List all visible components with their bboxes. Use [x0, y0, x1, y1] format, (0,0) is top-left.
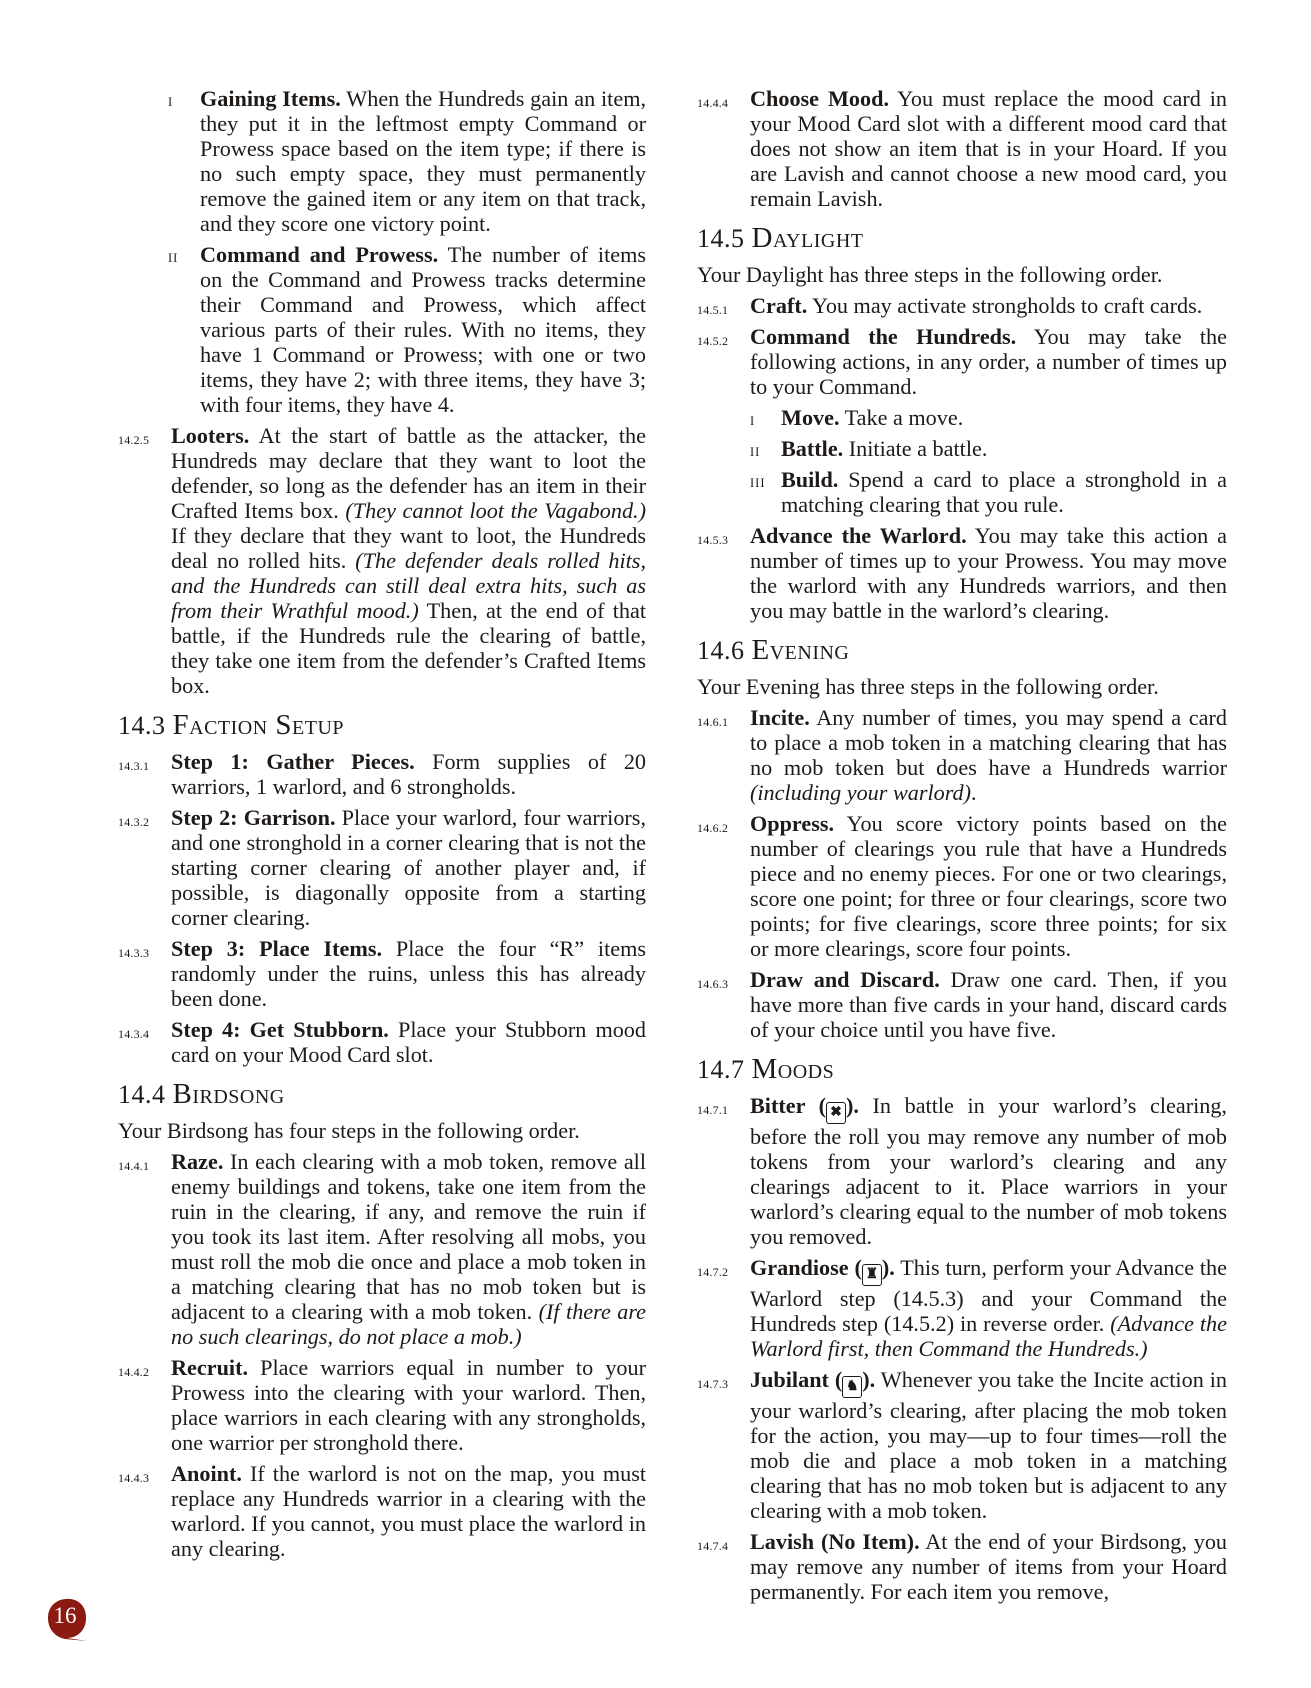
- rule-advance-the-warlord: [697, 523, 1227, 623]
- section-title: Daylight: [751, 222, 864, 254]
- section-number: 14.7: [697, 1055, 745, 1084]
- rule-text: You may take this action a number of times up to your Prowess. You may move the warlord with any Hundreds warriors, and then you may battle in the warlord’s clearing.: [750, 523, 1227, 623]
- section-title: Faction Setup: [172, 709, 345, 741]
- rule-number: 14.5.2: [697, 334, 729, 348]
- rule-italic-note: (Advance the Warlord first, then Command the Hundreds.): [750, 1311, 1227, 1361]
- rule-draw-and-discard: [697, 967, 1227, 1042]
- page-number: 16: [53, 1603, 77, 1628]
- rule-number: 14.4.1: [118, 1159, 150, 1173]
- rule-number: 14.3.1: [118, 759, 150, 773]
- rule-number: 14.3.2: [118, 815, 150, 829]
- right-column: [697, 86, 1227, 1610]
- rule-gather-pieces: [118, 749, 646, 799]
- rule-place-items: [118, 936, 646, 1011]
- rule-text: You may activate strongholds to craft cards.: [807, 293, 1203, 318]
- rule-text: If the warlord is not on the map, you must replace any Hundreds warrior in a clearing with the warlord. If you cannot, you must place the warlord in any clearing.: [171, 1461, 646, 1561]
- rule-number: 14.5.3: [697, 533, 729, 547]
- rule-label: Oppress.: [750, 811, 835, 836]
- section-intro: Your Daylight has three steps in the following order.: [697, 262, 1163, 287]
- rule-choose-mood: [697, 86, 1227, 211]
- bitter-mood-icon: ✖: [826, 1102, 846, 1124]
- sub-rule-label: Command and Prowess.: [200, 242, 439, 267]
- section-intro: Your Evening has three steps in the following order.: [697, 674, 1159, 699]
- rule-get-stubborn: [118, 1017, 646, 1067]
- rule-label: Anoint.: [171, 1461, 242, 1486]
- rule-number: 14.3.3: [118, 946, 150, 960]
- rule-text: Then, at the end of that battle, if the Hundreds rule the clearing of battle, they take one item from the defender’s Crafted Items box.: [171, 598, 647, 698]
- rule-text: You score victory points based on the number of clearings you rule that have a Hundreds piece and no enemy pieces. For one or two clearings, score one point; for three or four clearings, score two points; for five clearings, score three points; for six or more clearings, score four points.: [750, 811, 1227, 961]
- section-number: 14.5: [697, 224, 745, 253]
- rule-italic-note: (including your warlord): [750, 780, 972, 805]
- sub-rule-number: III: [750, 476, 766, 490]
- rule-text: At the start of battle as the attacker, the Hundreds may declare that they want to loot the defender, so long as the defender has an item in their Crafted Items box.: [171, 423, 646, 523]
- sub-rule-command-and-prowess: [118, 242, 646, 417]
- rule-label: Raze.: [171, 1149, 224, 1174]
- sub-rule-label: Battle.: [781, 436, 844, 461]
- rule-label: Grandiose ( ♜ ).: [750, 1255, 895, 1280]
- rule-italic-note: (The defender deals rolled hits, and the Hundreds can still deal extra hits, such as from their Wrathful mood.): [171, 548, 646, 623]
- rule-bitter: [697, 1093, 1227, 1249]
- rule-label: Draw and Discard.: [750, 967, 940, 992]
- rule-number: 14.7.3: [697, 1377, 729, 1391]
- rule-looters: [118, 423, 646, 698]
- sub-rule-text: The number of items on the Command and Prowess tracks determine their Command and Prowess, which affect various parts of their rules. With no items, they have 1 Command or Prowess; with one or two items, they have 2; with three items, they have 3; with four items, they have 4.: [200, 242, 646, 417]
- rule-label: Recruit.: [171, 1355, 249, 1380]
- rule-text: Form supplies of 20 warriors, 1 warlord, and 6 strongholds.: [171, 749, 647, 799]
- sub-rule-battle: [697, 436, 1227, 461]
- section-title: Birdsong: [172, 1078, 285, 1110]
- rule-text: Place your Stubborn mood card on your Mood Card slot.: [171, 1017, 646, 1067]
- sub-rule-label: Gaining Items.: [200, 86, 341, 111]
- rule-label: Step 1: Gather Pieces.: [171, 749, 415, 774]
- section-title: Evening: [751, 634, 850, 666]
- rule-text: Place warriors equal in number to your Prowess into the clearing with your warlord. Then, place warriors in each clearing with any strongholds, one warrior per stronghold there.: [171, 1355, 646, 1455]
- rule-label: Advance the Warlord.: [750, 523, 967, 548]
- rule-label: Command the Hundreds.: [750, 324, 1017, 349]
- rule-number: 14.3.4: [118, 1027, 150, 1041]
- rule-number: 14.6.3: [697, 977, 729, 991]
- rule-text: Draw one card. Then, if you have more than five cards in your hand, discard cards of your choice until you have five.: [750, 967, 1227, 1042]
- sub-rule-text: Spend a card to place a stronghold in a matching clearing that you rule.: [781, 467, 1227, 517]
- rule-text: You may take the following actions, in any order, a number of times up to your Command.: [750, 324, 1227, 399]
- rule-garrison: [118, 805, 646, 930]
- section-heading-faction-setup: [118, 710, 646, 741]
- rule-text: .: [971, 780, 977, 805]
- rule-text: If they declare that they want to loot, the Hundreds deal no rolled hits.: [171, 523, 646, 573]
- sub-rule-text: Initiate a battle.: [843, 436, 988, 461]
- sub-rule-gaining-items: [118, 86, 646, 236]
- sub-rule-number: I: [750, 414, 756, 428]
- sub-rule-number: II: [750, 445, 761, 459]
- rule-number: 14.6.1: [697, 715, 729, 729]
- section-heading-moods: [697, 1054, 1227, 1085]
- rule-number: 14.6.2: [697, 821, 729, 835]
- grandiose-mood-icon: ♜: [862, 1264, 882, 1286]
- rule-craft: [697, 293, 1227, 318]
- rule-number: 14.4.3: [118, 1471, 150, 1485]
- rule-number: 14.5.1: [697, 303, 729, 317]
- rule-label: Bitter ( ✖ ).: [750, 1093, 859, 1118]
- rule-label: Step 2: Garrison.: [171, 805, 336, 830]
- rule-italic-note: (They cannot loot the Vagabond.): [345, 498, 646, 523]
- rule-grandiose: [697, 1255, 1227, 1361]
- rule-label: Craft.: [750, 293, 808, 318]
- sub-rule-label: Move.: [781, 405, 840, 430]
- rule-label: Incite.: [750, 705, 810, 730]
- rule-number: 14.4.2: [118, 1365, 150, 1379]
- rule-text: You must replace the mood card in your Mood Card slot with a different mood card that does not show an item that is in your Hoard. If you are Lavish and cannot choose a new mood card, you remain Lavish.: [750, 86, 1227, 211]
- rule-number: 14.7.1: [697, 1103, 729, 1117]
- rule-label: Lavish (No Item).: [750, 1529, 920, 1554]
- section-number: 14.4: [118, 1080, 166, 1109]
- section-heading-birdsong: [118, 1079, 646, 1110]
- section-heading-evening: [697, 635, 1227, 666]
- rule-text: Place your warlord, four warriors, and one stronghold in a corner clearing that is not the starting corner clearing of another player and, if possible, is diagonally opposite from a starting corner clearing.: [171, 805, 646, 930]
- sub-rule-build: [697, 467, 1227, 517]
- rule-text: In each clearing with a mob token, remove all enemy buildings and tokens, take one item from the ruin in the clearing, if any, and remove the ruin if you took its last item. After resolving all mobs, you must roll the mob die once and place a mob token in a matching clearing that has no mob token but is adjacent to a clearing with a mob token.: [171, 1149, 646, 1324]
- rule-jubilant: [697, 1367, 1227, 1523]
- rule-label: Step 3: Place Items.: [171, 936, 383, 961]
- sub-rule-number: I: [168, 95, 174, 109]
- rule-label: Looters.: [171, 423, 250, 448]
- rule-incite: [697, 705, 1227, 805]
- jubilant-mood-icon: ♞: [842, 1376, 862, 1398]
- rule-label: Choose Mood.: [750, 86, 889, 111]
- sub-rule-text: Take a move.: [839, 405, 964, 430]
- rule-text: Place the four “R” items randomly under the ruins, unless this has already been done.: [171, 936, 646, 1011]
- sub-rule-number: II: [168, 251, 179, 265]
- rule-label: Step 4: Get Stubborn.: [171, 1017, 389, 1042]
- rule-recruit: [118, 1355, 646, 1455]
- sub-rule-move: [697, 405, 1227, 430]
- section-number: 14.3: [118, 711, 166, 740]
- sub-rule-text: When the Hundreds gain an item, they put it in the leftmost empty Command or Prowess space based on the item type; if there is no such empty space, they must permanently remove the gained item or any item on that track, and they score one victory point.: [200, 86, 646, 236]
- rule-number: 14.7.2: [697, 1265, 729, 1279]
- rule-text: Whenever you take the Incite action in your warlord’s clearing, after placing the mob token for the action, you may—up to four times—roll the mob die and place a mob token in a matching clearing that has no mob token but is adjacent to any clearing with a mob token.: [750, 1367, 1228, 1523]
- rule-command-the-hundreds: [697, 324, 1227, 399]
- rule-italic-note: (If there are no such clearings, do not place a mob.): [171, 1299, 646, 1349]
- rule-number: 14.7.4: [697, 1539, 729, 1553]
- section-heading-daylight: [697, 223, 1227, 254]
- rule-text: Any number of times, you may spend a card to place a mob token in a matching clearing that has no mob token but does have a Hundreds warrior: [750, 705, 1227, 780]
- rule-number: 14.2.5: [118, 433, 150, 447]
- rule-text: In battle in your warlord’s clearing, before the roll you may remove any number of mob tokens from your warlord’s clearing and any clearings adjacent to it. Place warriors in your warlord’s clearing equal to the number of mob tokens you removed.: [750, 1093, 1227, 1249]
- rule-raze: [118, 1149, 646, 1349]
- section-intro: Your Birdsong has four steps in the following order.: [118, 1118, 580, 1143]
- sub-rule-label: Build.: [781, 467, 839, 492]
- rule-text: This turn, perform your Advance the Warlord step (14.5.3) and your Command the Hundreds step (14.5.2) in reverse order.: [750, 1255, 1227, 1336]
- section-title: Moods: [751, 1053, 835, 1085]
- rule-oppress: [697, 811, 1227, 961]
- left-column: [118, 86, 646, 1567]
- rule-number: 14.4.4: [697, 96, 729, 110]
- rule-lavish: [697, 1529, 1227, 1604]
- rule-label: Jubilant ( ♞ ).: [750, 1367, 875, 1392]
- section-number: 14.6: [697, 636, 745, 665]
- rule-text: At the end of your Birdsong, you may remove any number of items from your Hoard permanently. For each item you remove,: [750, 1529, 1228, 1604]
- rule-anoint: [118, 1461, 646, 1561]
